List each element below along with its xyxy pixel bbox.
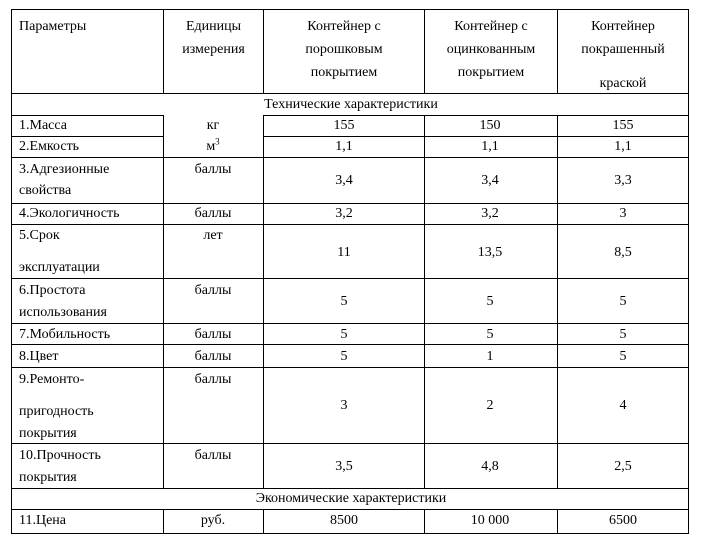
header-units	[164, 15, 263, 61]
row-ecology-v1: 3,2	[335, 206, 353, 221]
row-simplicity-v2: 5	[486, 294, 494, 309]
row-adhesion-label-cont: свойства	[19, 183, 72, 198]
row-divider	[263, 136, 688, 137]
row-mass-v1: 155	[333, 118, 355, 133]
row-simplicity-label: 6.Простота	[19, 283, 86, 298]
row-strength-v1: 3,5	[335, 459, 353, 474]
row-simplicity-v1: 5	[340, 294, 348, 309]
row-ecology-label: 4.Экологичность	[19, 206, 120, 221]
header-units-line: измерения	[182, 42, 245, 57]
row-price-label: 11.Цена	[19, 513, 67, 528]
row-lifetime-v1: 11	[337, 245, 351, 260]
header-parameters: Параметры	[19, 19, 87, 34]
row-strength-v3: 2,5	[614, 459, 632, 474]
col-divider	[424, 509, 425, 533]
row-mobility-unit: баллы	[194, 327, 232, 342]
header-line: Контейнер с	[454, 19, 528, 34]
row-divider	[12, 344, 688, 345]
row-lifetime-unit: лет	[203, 228, 223, 243]
row-divider	[12, 323, 688, 324]
row-divider	[12, 278, 688, 279]
row-color-unit: баллы	[194, 349, 232, 364]
row-lifetime-v3: 8,5	[614, 245, 632, 260]
row-price-v3: 6500	[609, 513, 637, 528]
row-adhesion-label: 3.Адгезионные	[19, 162, 110, 177]
characteristics-table	[11, 9, 689, 534]
row-divider	[263, 115, 688, 116]
header-painted-extra: краской	[599, 76, 647, 91]
header-line: покрытием	[310, 65, 378, 80]
row-color-v1: 5	[340, 349, 348, 364]
row-mass-label: 1.Масса	[19, 118, 67, 133]
header-line: Контейнер	[591, 19, 655, 34]
header-galvanized-container	[425, 15, 557, 84]
col-divider	[424, 115, 425, 488]
row-divider	[12, 93, 688, 94]
row-divider	[12, 203, 688, 204]
row-strength-label-cont: покрытия	[19, 470, 77, 485]
row-repairability-label-cont: пригодность	[19, 404, 94, 419]
row-mobility-label: 7.Мобильность	[19, 327, 111, 342]
row-divider	[12, 157, 688, 158]
row-strength-v2: 4,8	[481, 459, 499, 474]
row-adhesion-unit: баллы	[194, 162, 232, 177]
header-line: порошковым	[305, 42, 383, 57]
header-painted-container	[558, 15, 688, 61]
header-line: Контейнер с	[307, 19, 381, 34]
row-repairability-label-cont: покрытия	[19, 426, 77, 441]
col-divider	[163, 509, 164, 533]
row-divider	[12, 115, 163, 116]
row-strength-label: 10.Прочность	[19, 448, 101, 463]
row-capacity-v1: 1,1	[335, 139, 353, 154]
row-ecology-v2: 3,2	[481, 206, 499, 221]
row-divider	[12, 488, 688, 489]
row-ecology-unit: баллы	[194, 206, 232, 221]
row-simplicity-unit: баллы	[194, 283, 232, 298]
row-adhesion-v3: 3,3	[614, 173, 632, 188]
header-line: покрытием	[457, 65, 525, 80]
row-adhesion-v2: 3,4	[481, 173, 499, 188]
row-lifetime-label-cont: эксплуатации	[19, 260, 100, 275]
row-simplicity-v3: 5	[619, 294, 627, 309]
row-color-v2: 1	[486, 349, 494, 364]
row-mass-v2: 150	[479, 118, 501, 133]
row-mobility-v2: 5	[486, 327, 494, 342]
row-divider	[12, 367, 688, 368]
row-divider	[12, 136, 163, 137]
row-ecology-v3: 3	[619, 206, 627, 221]
row-adhesion-v1: 3,4	[335, 173, 353, 188]
col-divider	[557, 509, 558, 533]
row-capacity-unit	[168, 136, 258, 155]
row-mobility-v1: 5	[340, 327, 348, 342]
row-repairability-unit: баллы	[194, 372, 232, 387]
row-simplicity-label-cont: использования	[19, 305, 107, 320]
col-divider	[163, 115, 164, 488]
row-price-v2: 10 000	[470, 513, 510, 528]
header-line: оцинкованным	[446, 42, 536, 57]
row-repairability-label: 9.Ремонто-	[19, 372, 85, 387]
row-repairability-v2: 2	[486, 398, 494, 413]
row-repairability-v1: 3	[340, 398, 348, 413]
header-powder-container	[264, 15, 424, 84]
row-price-unit: руб.	[200, 513, 226, 528]
col-divider	[263, 509, 264, 533]
section-economic: Экономические характеристики	[255, 491, 447, 506]
row-mobility-v3: 5	[619, 327, 627, 342]
row-lifetime-label: 5.Срок	[19, 228, 60, 243]
header-units-line: Единицы	[185, 19, 242, 34]
row-capacity-label: 2.Емкость	[19, 139, 80, 154]
unit-superscript: 3	[215, 136, 220, 147]
section-technical: Технические характеристики	[264, 97, 438, 112]
row-divider	[12, 224, 688, 225]
col-divider	[263, 115, 264, 488]
row-strength-unit: баллы	[194, 448, 232, 463]
row-color-label: 8.Цвет	[19, 349, 59, 364]
header-line: покрашенный	[581, 42, 665, 57]
row-capacity-v3: 1,1	[614, 139, 632, 154]
row-color-v3: 5	[619, 349, 627, 364]
col-divider	[557, 115, 558, 488]
row-price-v1: 8500	[330, 513, 358, 528]
row-capacity-v2: 1,1	[481, 139, 499, 154]
row-divider	[12, 443, 688, 444]
row-repairability-v3: 4	[619, 398, 627, 413]
row-lifetime-v2: 13,5	[477, 245, 503, 260]
row-mass-v3: 155	[612, 118, 634, 133]
unit-base: м	[206, 139, 216, 154]
row-mass-unit: кг	[206, 118, 220, 133]
row-divider	[12, 509, 688, 510]
